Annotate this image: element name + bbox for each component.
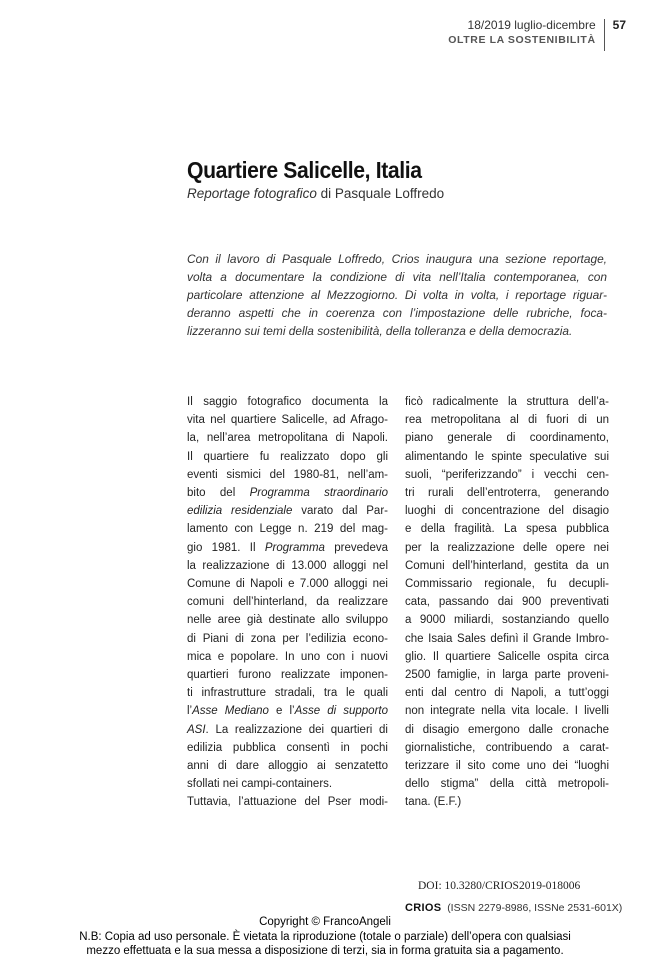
body-line: sfollati nei campi-containers. — [187, 778, 333, 791]
body-line: quartieri furono realizzate imponen- — [187, 669, 388, 682]
journal-logo: CRIOS — [405, 902, 442, 914]
italic-run: Programma straordinario — [249, 487, 389, 500]
article-title: Quartiere Salicelle, Italia — [187, 157, 422, 183]
section-name: OLTRE LA SOSTENIBILITÀ — [448, 33, 596, 46]
body-line: per la realizzazione delle opere nei — [405, 541, 609, 554]
body-column-right — [405, 393, 609, 812]
body-line: luoghi di concentrazione del disagio — [405, 505, 609, 518]
italic-run: ASI — [187, 723, 206, 736]
body-line: Comuni dell’hinterland, gestita da un — [405, 559, 609, 572]
body-line: tana. (E.F.) — [405, 796, 462, 809]
text-run: gio 1981. Il — [187, 541, 265, 554]
body-line: lamento con Legge n. 219 del mag- — [187, 523, 388, 536]
body-line — [187, 539, 388, 557]
body-line: enti dal centro di Napoli, a tutt’oggi — [405, 687, 609, 700]
body-line: glio. Il quartiere Salicelle ospita circa — [405, 650, 609, 663]
body-line: terizzare il sito come uno dei “luoghi — [405, 760, 609, 773]
abstract-line: volta a documentare la condizione di vita nell’Italia contemporanea, con — [187, 270, 607, 284]
body-line: nelle aree già destinate allo sviluppo — [187, 614, 388, 627]
body-line: Tuttavia, l’attuazione del Pser modi- — [187, 796, 388, 809]
article-subtitle — [187, 186, 444, 201]
body-line: Il saggio fotografico documenta la — [187, 396, 388, 408]
body-line: Commissario regionale, fu decupli- — [405, 578, 609, 591]
body-line: anni di dare alloggio ai senzatetto — [187, 760, 388, 773]
italic-run: Asse Mediano — [192, 705, 269, 718]
body-line: di disagio emergono dalle cronache — [405, 723, 609, 736]
journal-info — [405, 902, 622, 914]
body-line: a 9000 miliardi, sostanziando quello — [405, 614, 609, 627]
body-line: suoli, “periferizzando” i vecchi cen- — [405, 468, 609, 481]
body-line: comuni dell’hinterland, da realizzare — [187, 596, 388, 609]
copyright-line: mezzo effettuata e la sua messa a disposizione di terzi, sia in forma gratuita sia a pagamento. — [86, 945, 564, 957]
journal-issue: 18/2019 luglio-dicembre — [467, 18, 596, 32]
text-run: prevedeva — [324, 541, 388, 554]
body-line: Comune di Napoli e 7.000 alloggi nei — [187, 578, 388, 591]
body-line: cata, passando dai 900 preventivati — [405, 596, 609, 609]
body-line: dello stigma” della città metropoli- — [405, 778, 609, 791]
body-line: giornalistiche, contribuendo a carat- — [405, 741, 609, 754]
page-number: 57 — [612, 18, 626, 32]
doi-link[interactable]: DOI: 10.3280/CRIOS2019-018006 — [418, 880, 581, 892]
body-column-left — [187, 393, 388, 812]
body-line: Il quartiere fu realizzato dopo gli — [187, 450, 388, 463]
running-header — [448, 18, 626, 54]
body-line: che Isaia Sales definì il Grande Imbro- — [405, 632, 609, 645]
body-line: non integrate nella vita locale. I livelli — [405, 705, 609, 718]
body-line — [187, 502, 388, 520]
italic-run: Programma — [264, 541, 325, 554]
body-line: vita nel quartiere Salicelle, ad Afrago- — [187, 414, 388, 427]
issn-text: (ISSN 2279-8986, ISSNe 2531-601X) — [447, 902, 623, 914]
body-line: mica e popolare. In uno con i nuovi — [187, 650, 388, 663]
body-line: edilizia pubblica consentì in pochi — [187, 741, 388, 754]
text-run: e l’ — [268, 705, 295, 718]
subtitle-italic: Reportage fotografico — [187, 186, 317, 201]
text-run: varato dal Par- — [292, 505, 388, 518]
body-line: ficò radicalmente la struttura dell’a- — [405, 396, 609, 408]
body-line: eventi sismici del 1980-81, nell’am- — [187, 468, 388, 481]
abstract — [187, 250, 607, 340]
header-text — [448, 18, 603, 47]
body-line: la realizzazione di 13.000 alloggi nel — [187, 559, 388, 572]
body-line — [187, 702, 388, 720]
body-line: di Piani di zona per l’edilizia econo- — [187, 632, 388, 645]
abstract-line: lizzeranno sui temi della sostenibilità, della tolleranza e della democrazia. — [187, 324, 573, 338]
body-line: rea metropolitana al di fuori di un — [405, 414, 609, 427]
text-run: bito del — [187, 487, 250, 500]
copyright-line: Copyright © FrancoAngeli — [259, 916, 391, 928]
body-line: ti infrastrutture stradali, tra le quali — [187, 687, 388, 700]
body-line — [187, 721, 388, 739]
abstract-line: particolare attenzione al Mezzogiorno. Di volta in volta, i reportage riguar- — [187, 288, 607, 302]
subtitle-author: di Pasquale Loffredo — [316, 186, 445, 201]
body-line: e della fragilità. La spesa pubblica — [405, 523, 609, 536]
abstract-line: Con il lavoro di Pasquale Loffredo, Crios inaugura una sezione reportage, — [187, 252, 607, 266]
body-line — [187, 484, 388, 502]
body-line: piano generale di coordinamento, — [405, 432, 609, 445]
abstract-line: deranno aspetti che in coerenza con l’impostazione delle rubriche, foca- — [187, 306, 607, 320]
copyright-notice — [0, 915, 650, 959]
body-line: alimentando le spinte speculative sui — [405, 450, 609, 463]
text-run: l’ — [187, 705, 193, 718]
text-run: . La realizzazione dei quartieri di — [205, 723, 388, 736]
body-line: 2500 famiglie, in larga parte provenі- — [405, 669, 609, 682]
italic-run: edilizia residenziale — [187, 505, 293, 518]
copyright-line: N.B: Copia ad uso personale. È vietata la riproduzione (totale o parziale) dell’opera con qualsiasi — [79, 930, 571, 943]
body-line: tri rurali dell’entroterra, generando — [405, 487, 609, 500]
italic-run: Asse di supporto — [294, 705, 388, 718]
body-line: la, nell’area metropolitana di Napoli. — [187, 432, 388, 445]
